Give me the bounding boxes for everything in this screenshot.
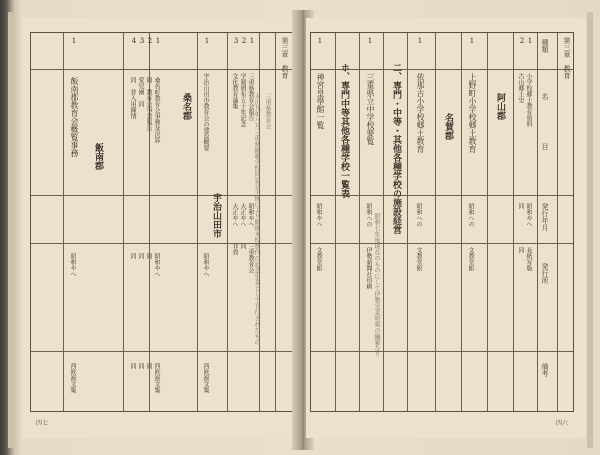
- row-num: 3: [232, 37, 240, 45]
- row-remarks: 非賣: [231, 243, 238, 255]
- row-date: 昭和への: [365, 203, 372, 227]
- header-publisher: 発行所: [541, 263, 549, 284]
- header-date: 発行年月: [541, 203, 549, 231]
- row-num: 1: [203, 37, 211, 45]
- row-remarks: 文教堂館: [467, 247, 474, 271]
- section-title-ayama: 阿山郡: [495, 93, 505, 120]
- row-date: 昭和への: [467, 203, 474, 227]
- row-num: 1: [154, 37, 162, 45]
- row-title: 依那古小学校郷土教育: [416, 73, 425, 153]
- row-remarks: 西欧渡文集: [202, 363, 209, 393]
- row-num: 1: [248, 37, 256, 45]
- page-header: 第三章 教育: [563, 37, 571, 79]
- row-title: 宇治山田市教育会の建設概要: [202, 73, 209, 151]
- row-title: 三重県立中学校要覧: [366, 73, 375, 145]
- page-edge-left: [8, 12, 14, 448]
- row-remarks: 同: [137, 363, 144, 369]
- row-num: 1: [70, 37, 78, 45]
- section-note: 昭和七年度現在のものにして伊勢実業時報の編纂なり: [373, 213, 380, 357]
- row-remarks: 同: [239, 243, 246, 249]
- section-note: 大正九年八月三重県師範学校同窓会主催により開催本校歴代の記念事業として刊行されたもの: [253, 93, 260, 345]
- page-edge-right: [587, 12, 593, 448]
- row-title: 同 教育会事業報告: [145, 77, 152, 131]
- section-title-hanan: 飯南郡: [93, 143, 103, 170]
- row-title: 愛児園 同: [137, 77, 144, 107]
- row-date: 昭和やへ: [202, 253, 209, 277]
- section-title-photo: 三重県教育会: [264, 93, 271, 129]
- row-title: 桑名町教育会事務及決算: [153, 77, 160, 143]
- row-num: 1: [416, 37, 424, 45]
- row-date: 大正やへ: [239, 203, 246, 227]
- row-num: 1: [316, 37, 324, 45]
- row-num: 4: [130, 37, 138, 45]
- row-title: 文化教育論集: [231, 73, 238, 109]
- right-page: [306, 18, 586, 438]
- row-remarks: 同: [517, 247, 524, 253]
- row-title: 小学校郷土教育資料: [525, 73, 532, 127]
- page-number: 四七: [36, 420, 49, 427]
- section-title-naga: 名賀郡: [443, 113, 453, 140]
- header-kind: 種類: [541, 39, 549, 53]
- section-title-kuwana: 桑名郡: [181, 93, 191, 120]
- row-title: 飯南郡教育会概覧事務: [70, 77, 79, 157]
- header-remarks: 備考: [541, 363, 549, 377]
- row-date: 同: [137, 253, 144, 259]
- row-num: 2: [146, 37, 154, 45]
- left-page: [22, 18, 298, 438]
- row-num: 2: [518, 37, 526, 45]
- row-date: 大正やへ: [231, 203, 238, 227]
- section-title-ujiyamada: 宇治山田市: [211, 193, 221, 238]
- row-num: 1: [366, 37, 374, 45]
- right-table-frame: [310, 32, 574, 412]
- row-date: 昭和やへ: [69, 253, 76, 277]
- row-remarks: 同: [145, 363, 152, 369]
- row-remarks: 西欧渡文集: [69, 363, 76, 393]
- section-title-3: ホ、専門中等其他各種学校一覧表: [339, 63, 349, 198]
- row-remarks: 文教堂館: [315, 247, 322, 271]
- row-title: 古山郷土史: [517, 73, 524, 103]
- header-label: 目: [541, 143, 549, 150]
- row-date: 昭和やへ: [315, 203, 322, 227]
- row-date: 昭和やへ: [153, 253, 160, 277]
- row-num: 1: [468, 37, 476, 45]
- row-num: 1: [526, 37, 534, 45]
- row-date: 同: [145, 253, 152, 259]
- row-num: 2: [240, 37, 248, 45]
- row-date: 昭和やへ: [247, 203, 254, 227]
- row-remarks: 長紙写版: [525, 247, 532, 271]
- header-name: 名: [541, 93, 549, 100]
- row-title: 学制頒布五十年記念: [239, 73, 246, 127]
- row-title: 上野町小学校郷土教育: [468, 73, 477, 153]
- page-header: 第三章 教育: [281, 37, 289, 79]
- row-remarks: 同: [129, 363, 136, 369]
- row-title: 神宮皇學館一覧: [316, 73, 325, 129]
- row-remarks: 西欧渡文集: [153, 363, 160, 393]
- row-remarks: 文教堂館: [415, 247, 422, 271]
- left-table-frame: [30, 32, 294, 412]
- row-date: 昭和への: [415, 203, 422, 227]
- row-date: 同: [517, 203, 524, 209]
- row-date: 同: [129, 253, 136, 259]
- row-title: 同 並入用陳情: [129, 77, 136, 119]
- section-title-2: 二、専門・中等・其他各種学校の施設経営: [391, 63, 401, 234]
- row-remarks: 三重教育会: [247, 243, 254, 273]
- row-date: 昭和やへ: [525, 203, 532, 227]
- page-number: 四六: [556, 420, 569, 427]
- row-title: 三重県教育会報告: [247, 73, 254, 121]
- row-num: 3: [138, 37, 146, 45]
- row-remarks: 伊勢新聞社印刷: [365, 247, 372, 289]
